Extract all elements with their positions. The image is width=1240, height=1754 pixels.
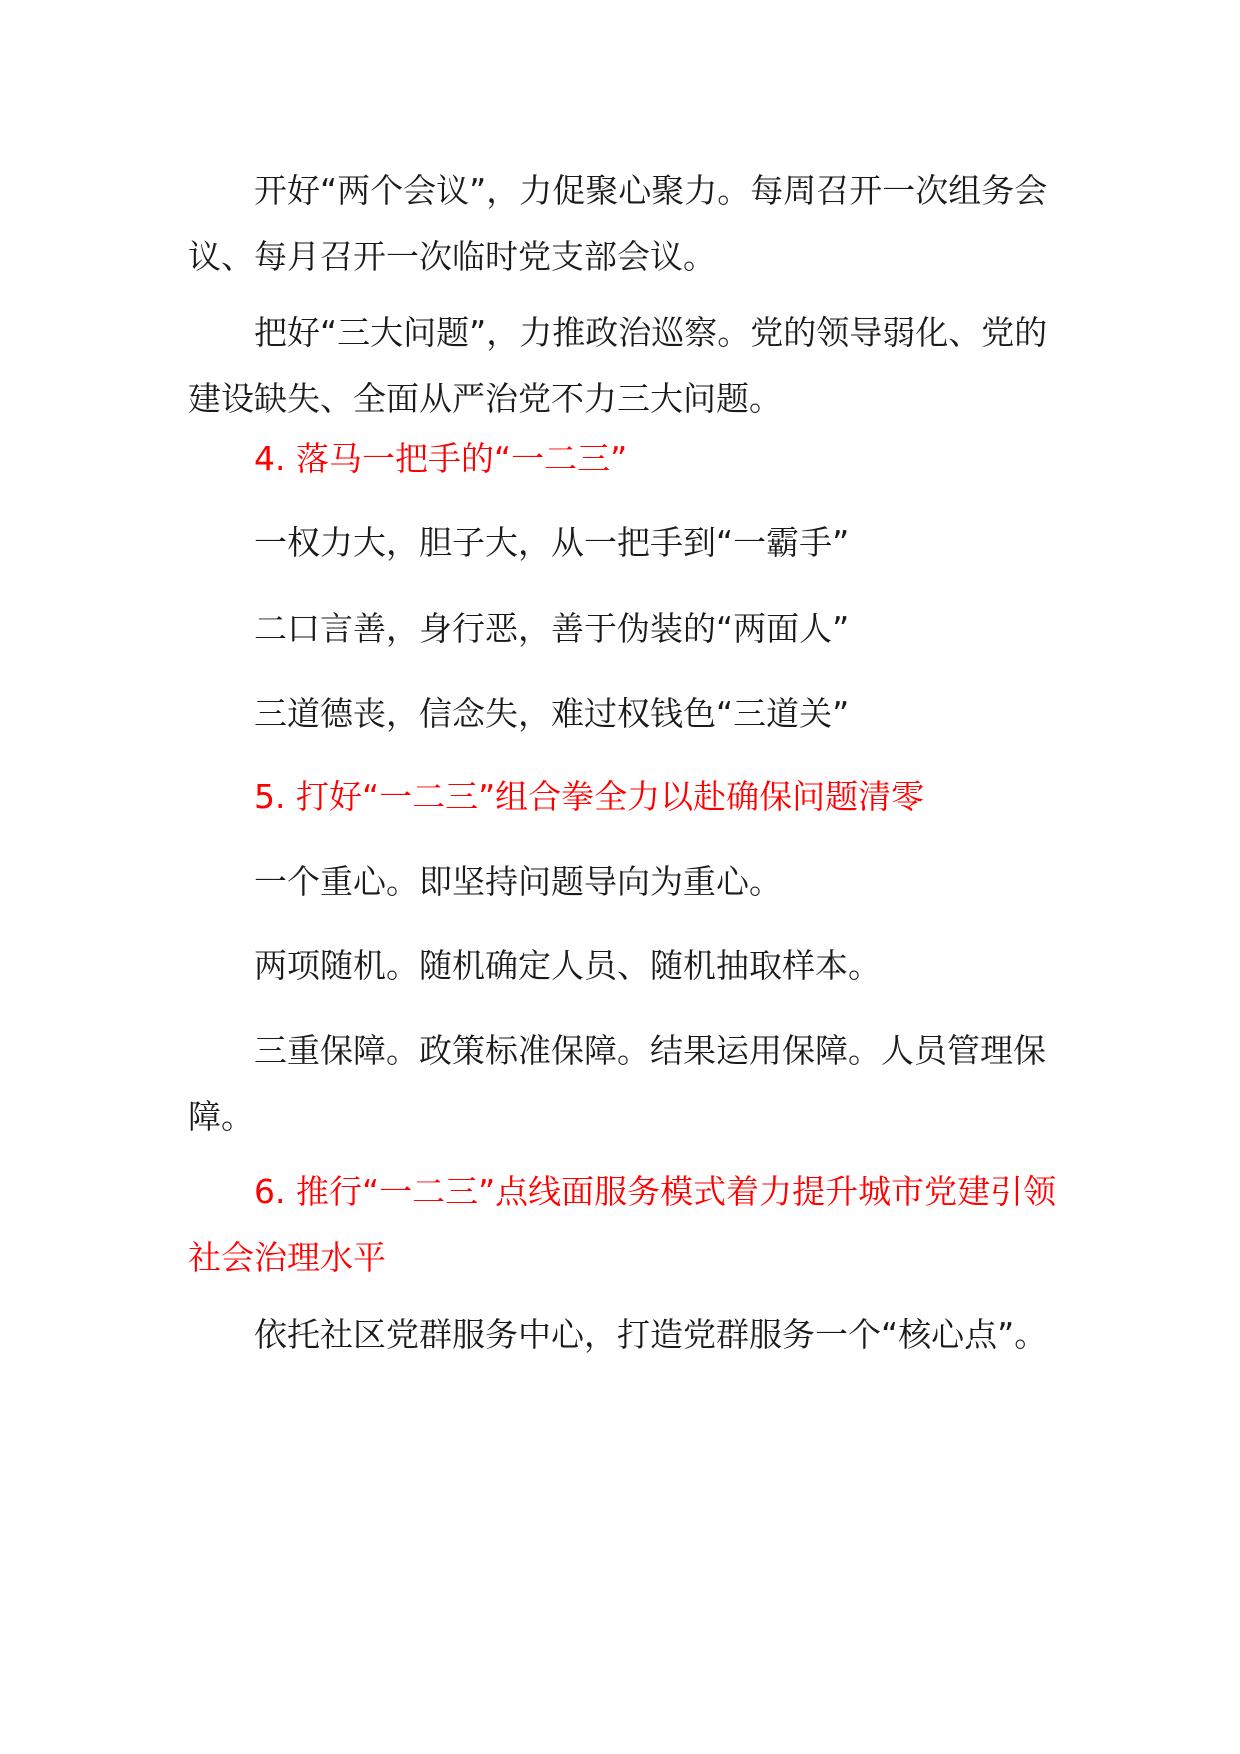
paragraph-three-guarantees: 三重保障。政策标准保障。结果运用保障。人员管理保障。 [188, 1031, 1046, 1136]
heading-section-5: 5. 打好“一二三”组合拳全力以赴确保问题清零 [254, 777, 925, 816]
paragraph-point-one: 一权力大，胆子大，从一把手到“一霸手” [254, 523, 850, 562]
heading-section-4: 4. 落马一把手的“一二三” [254, 439, 628, 478]
paragraph-core-point: 依托社区党群服务中心，打造党群服务一个“核心点”。 [254, 1315, 1048, 1354]
paragraph-point-two: 二口言善，身行恶，善于伪装的“两面人” [254, 609, 850, 648]
paragraph-two-meetings: 开好“两个会议”，力促聚心聚力。每周召开一次组务会议、每月召开一次临时党支部会议。 [188, 171, 1048, 276]
paragraph-two-random: 两项随机。随机确定人员、随机抽取样本。 [254, 946, 881, 985]
paragraph-point-three: 三道德丧，信念失，难过权钱色“三道关” [254, 694, 850, 733]
heading-section-6: 6. 推行“一二三”点线面服务模式着力提升城市党建引领社会治理水平 [188, 1172, 1057, 1277]
paragraph-one-focus: 一个重心。即坚持问题导向为重心。 [254, 862, 782, 901]
paragraph-three-problems: 把好“三大问题”，力推政治巡察。党的领导弱化、党的建设缺失、全面从严治党不力三大问题。 [188, 313, 1048, 418]
